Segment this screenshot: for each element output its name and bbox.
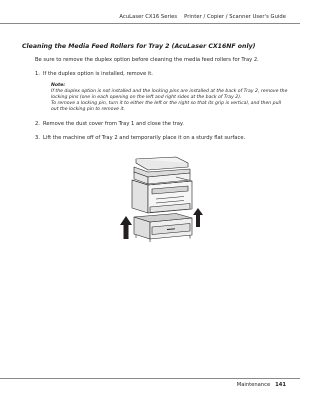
header-series: AcuLaser CX16 Series — [119, 14, 178, 20]
step-3 — [35, 135, 245, 141]
note-line: locking pins (one in each opening on the left and right sides at the back of Tray 2). — [51, 95, 242, 100]
printer-lift-illustration — [112, 153, 205, 249]
running-footer — [237, 382, 286, 388]
header-rule — [0, 23, 300, 24]
note-line: out the locking pin to remove it. — [51, 107, 125, 112]
intro-paragraph: Be sure to remove the duplex option before cleaning the media feed rollers for Tray 2. — [35, 57, 259, 63]
step-1 — [35, 71, 153, 77]
note-line: If the duplex option is not installed and the locking pins are installed at the back of Tray 2, remove the — [51, 89, 288, 94]
step-text: Lift the machine off of Tray 2 and temporarily place it on a sturdy flat surface. — [43, 135, 246, 141]
step-number: 1. — [35, 71, 40, 77]
step-number: 3. — [35, 135, 40, 141]
footer-rule — [0, 378, 300, 379]
note-line: To remove a locking pin, turn it to either the left or the right so that its grip is vertical, and then pull — [51, 101, 282, 106]
step-text: Remove the dust cover from Tray 1 and close the tray. — [43, 121, 184, 127]
step-text: If the duplex option is installed, remove it. — [43, 71, 153, 77]
footer-section-name: Maintenance — [236, 382, 271, 388]
step-2 — [35, 121, 184, 127]
running-header — [119, 14, 286, 20]
step-number: 2. — [35, 121, 40, 127]
note-label: Note: — [51, 83, 66, 88]
section-title: Cleaning the Media Feed Rollers for Tray 2 (AcuLaser CX16NF only) — [22, 43, 256, 50]
page-number: 141 — [275, 382, 286, 388]
header-guide-title: Printer / Copier / Scanner User's Guide — [184, 14, 286, 20]
